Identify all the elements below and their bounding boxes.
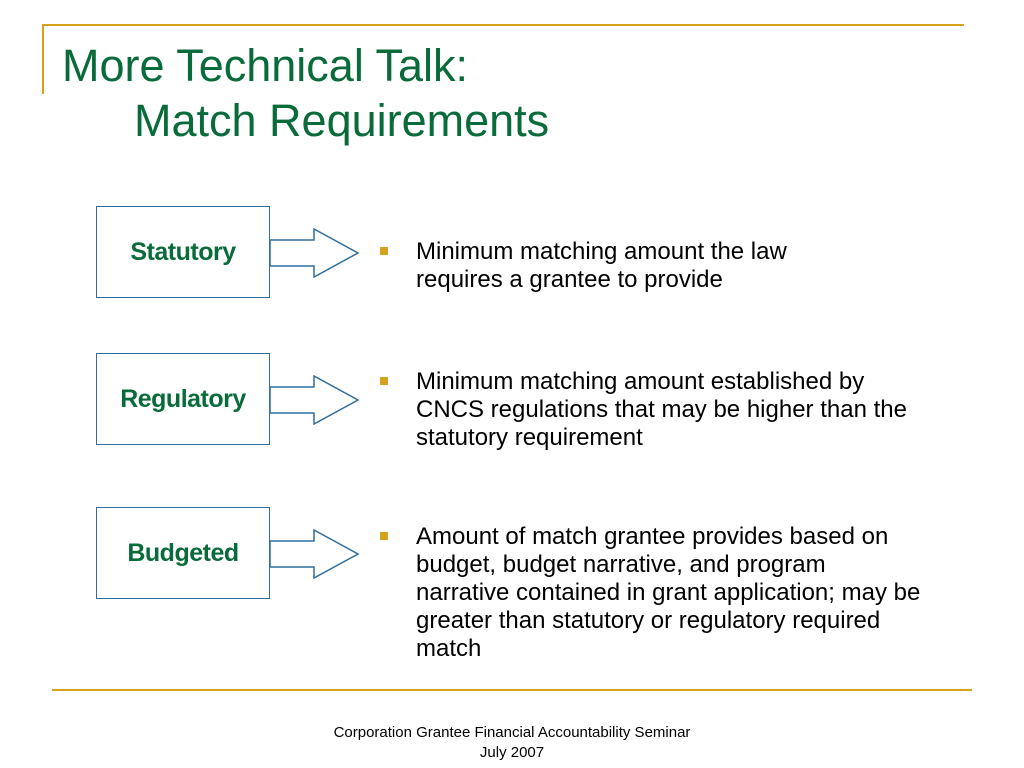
footer-line-2: July 2007 (479, 744, 545, 761)
regulatory-bullet (380, 368, 940, 452)
budgeted-arrow-icon (270, 529, 362, 579)
regulatory-box (96, 353, 270, 445)
budgeted-bullet (380, 523, 940, 663)
slide-title (62, 38, 549, 148)
regulatory-label: Regulatory (120, 384, 246, 413)
footer-rule (52, 689, 972, 691)
statutory-bullet (380, 238, 940, 294)
budgeted-description: Amount of match grantee provides based on budget, budget narrative, and program narrative contained in grant application; may be greater than statutory or regulatory required match (416, 523, 921, 662)
regulatory-arrow-icon (270, 375, 362, 425)
regulatory-description: Minimum matching amount established by CNCS regulations that may be higher than the statutory requirement (416, 368, 907, 451)
statutory-box (96, 206, 270, 298)
bullet-square-icon (380, 247, 388, 255)
footer-line-1: Corporation Grantee Financial Accountability Seminar (333, 724, 691, 741)
left-rule (42, 24, 44, 94)
statutory-arrow-icon (270, 228, 362, 278)
budgeted-label: Budgeted (127, 538, 239, 567)
title-line-1: More Technical Talk: (62, 40, 469, 91)
bullet-square-icon (380, 377, 388, 385)
top-rule (42, 24, 964, 26)
title-line-2: Match Requirements (134, 95, 550, 146)
budgeted-box (96, 507, 270, 599)
statutory-description: Minimum matching amount the law requires a grantee to provide (416, 238, 787, 293)
statutory-label: Statutory (130, 237, 236, 266)
bullet-square-icon (380, 532, 388, 540)
